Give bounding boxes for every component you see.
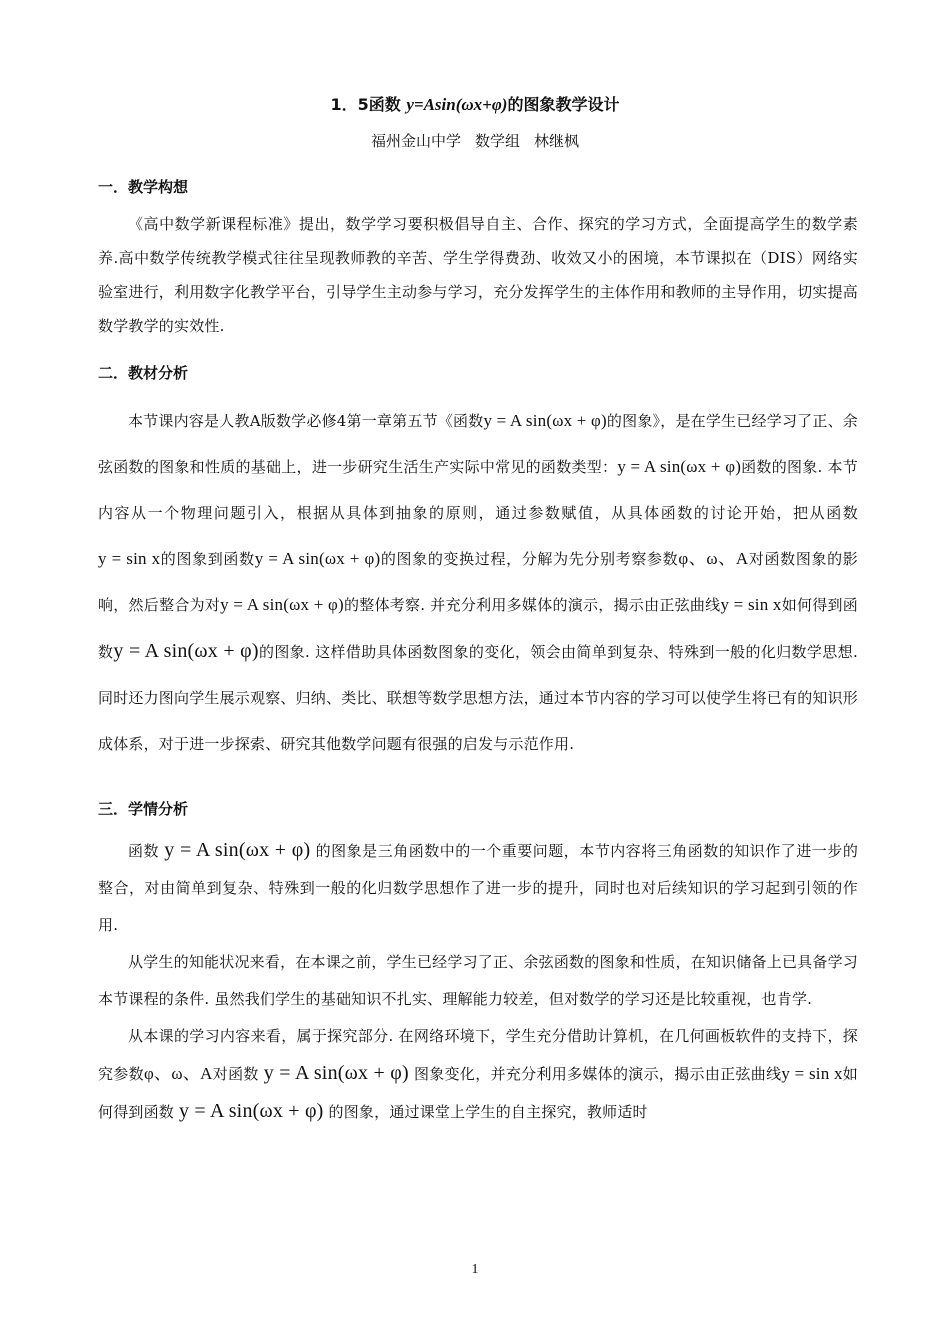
formula: y = A sin(ωx + φ) [220,595,344,614]
formula: y = sin x [720,595,782,614]
formula: y = A sin(ωx + φ) [178,1100,324,1122]
text-run: 的图象的变换过程，分解为先分别考察参数 [380,550,679,568]
paragraph [98,1018,858,1131]
text-run: 函数 [128,842,160,860]
formula: y = A sin(ωx + φ) [617,457,742,476]
text-run: 对函数图象的影响，然后整合为对 [98,550,859,614]
text-run: 从本课的学习内容来看，属于探究部分. 在网络环境下，学生充分借助计算机，在几何画板软件的支持下，探究参数 [98,1027,858,1083]
formula: y = A sin(ωx + φ) [483,411,607,430]
paragraph [98,832,858,944]
text-run: 的整体考察. 并充分利用多媒体的演示，揭示由正弦曲线 [343,596,721,614]
section-body-2 [98,398,858,767]
text-run: 如何得到函数 [98,1065,859,1121]
section-body-3 [98,832,858,1131]
text-run: 的图象是三角函数中的一个重要问题，本节内容将三角函数的知识作了进一步的整合，对由简单到复杂、特殊到一般的化归数学思想作了进一步的提升，同时也对后续知识的学习起到引领的作用. [98,842,859,934]
section-heading-3: 三．学情分析 [98,800,189,818]
paragraph [98,398,858,767]
text-run: 的图象，通过课堂上学生的自主探究，教师适时 [328,1103,648,1121]
text-run: 的图象》，是在学生已经学习了正、余弦函数的图象和性质的基础上，进一步研究生活生产实际中常见的函数类型： [98,412,858,476]
text-run: 如何得到函数 [98,596,858,661]
text-run: 对函数 [212,1065,259,1083]
author-line [0,130,950,151]
document-title [0,92,950,115]
paragraph: 从学生的知能状况来看，在本课之前，学生已经学习了正、余弦函数的图象和性质，在知识储备上已具备学习本节课程的条件. 虽然我们学生的基础知识不扎实、理解能力较差，但对数学的学习还是比较重视，也肯学. [98,953,858,1008]
author-name: 林继枫 [534,132,580,150]
formula: φ、ω、A [143,1064,213,1083]
formula: φ、ω、A [678,549,749,568]
page-number: 1 [471,1262,479,1277]
section-body-1 [98,207,858,343]
formula: y = A sin(ωx + φ) [254,549,381,568]
title-suffix: 的图象教学设计 [507,95,620,114]
formula: y = sin x [98,549,161,568]
title-formula: y=Asin(ωx+φ) [406,95,508,114]
formula: y = A sin(ωx + φ) [263,1062,409,1084]
paragraph: 《高中数学新课程标准》提出，数学学习要积极倡导自主、合作、探究的学习方式，全面提高学生的数学素养.高中数学传统教学模式往往呈现教师教的辛苦、学生学得费劲、收效又小的困境，本节课拟在（DIS）网络实验室进行，利用数字化教学平台，引导学生主动参与学习，充分发挥学生的主体作用和教师的主导作用，切实提高数学教学的实效性. [98,215,859,335]
text-run: 本节课内容是人教A版数学必修4第一章第五节《函数 [128,412,484,430]
text-run: 的图象. 这样借助具体函数图象的变化，领会由简单到复杂、特殊到一般的化归数学思想. 同时还力图向学生展示观察、归纳、类比、联想等数学思想方法，通过本节内容的学习可以使学生将已有的知识形成体系，对于进一步探索、研究其他数学问题有很强的启发与示范作用. [98,643,859,753]
author-school: 福州金山中学 [370,132,461,150]
formula: y = A sin(ωx + φ) [113,640,259,662]
text-run: 的图象到函数 [160,550,255,568]
formula: y = sin x [781,1064,843,1083]
author-group: 数学组 [474,132,520,150]
section-heading-2: 二．教材分析 [98,364,189,382]
text-run: 函数的图象. 本节内容从一个物理问题引入，根据从具体到抽象的原则，通过参数赋值，从具体函数的讨论开始，把从函数 [98,458,859,522]
title-prefix: 1．5函数 [330,95,407,114]
section-heading-1: 一．教学构想 [98,178,189,196]
formula: y = A sin(ωx + φ) [164,839,311,861]
text-run: 图象变化，并充分利用多媒体的演示，揭示由正弦曲线 [413,1065,782,1083]
